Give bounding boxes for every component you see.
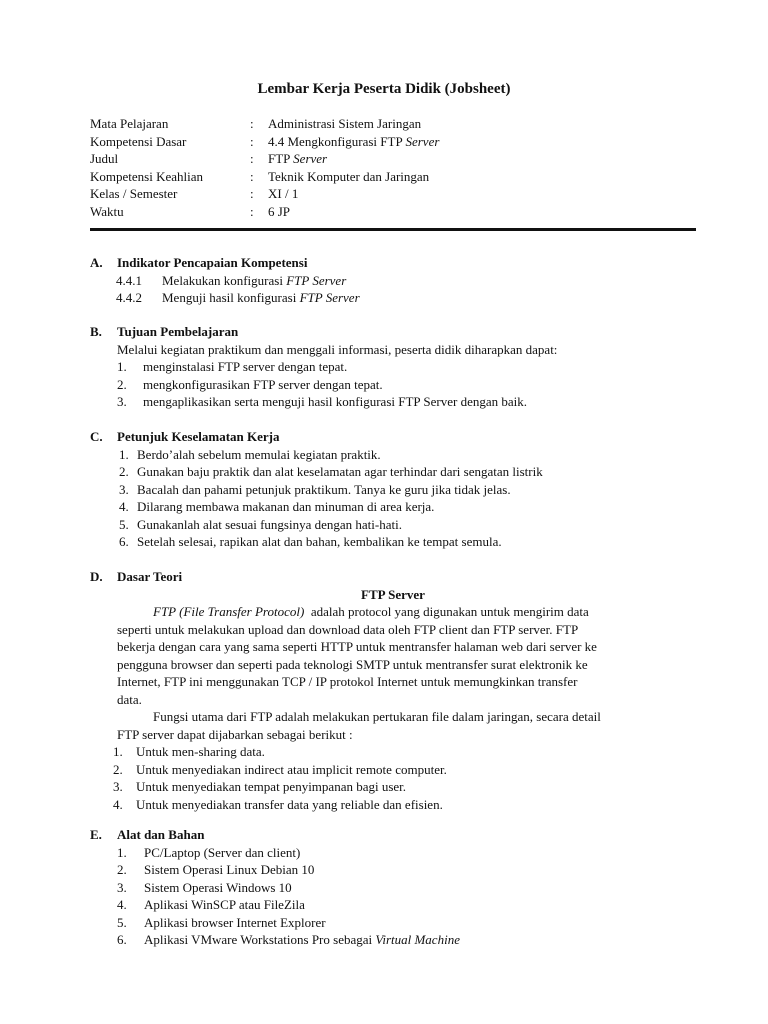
meta-key: Kompetensi Dasar — [90, 133, 187, 149]
item-text: PC/Laptop (Server dan client) — [144, 844, 301, 860]
item-text: Aplikasi browser Internet Explorer — [144, 914, 326, 930]
item-text: Setelah selesai, rapikan alat dan bahan, kembalikan ke tempat semula. — [137, 534, 502, 549]
paragraph-line — [90, 621, 696, 639]
list-item — [90, 376, 696, 394]
section-letter: B. — [90, 324, 102, 339]
paragraph-text: data. — [117, 691, 142, 707]
item-text: Untuk menyediakan indirect atau implicit remote computer. — [136, 761, 447, 777]
item-text-italic: FTP Server — [286, 272, 347, 288]
meta-value-italic: Server — [293, 151, 328, 166]
meta-separator: : — [250, 168, 254, 184]
meta-value — [268, 150, 327, 168]
meta-value — [268, 133, 439, 151]
paragraph-line — [90, 708, 696, 726]
item-number: 2. — [117, 376, 127, 392]
intro-text: Melalui kegiatan praktikum dan menggali informasi, peserta didik diharapkan dapat: — [117, 341, 558, 357]
list-item — [90, 498, 696, 516]
list-item — [90, 743, 696, 761]
list-item — [90, 446, 696, 464]
item-text: Gunakan baju praktik dan alat keselamatan agar terhindar dari sengatan listrik — [137, 464, 543, 479]
list-item — [90, 796, 696, 814]
item-number: 1. — [117, 359, 127, 374]
list-item — [90, 272, 696, 290]
item-number: 2. — [113, 761, 123, 777]
list-item — [90, 931, 696, 949]
section-letter: C. — [90, 429, 103, 444]
item-text: Untuk menyediakan tempat penyimpanan bagi user. — [136, 779, 407, 794]
list-item — [90, 463, 696, 481]
metadata-table — [90, 115, 690, 220]
list-item — [90, 896, 696, 914]
section-letter: D. — [90, 569, 103, 584]
paragraph-line — [90, 638, 696, 656]
meta-separator: : — [250, 116, 254, 131]
list-item — [90, 844, 696, 862]
paragraph-line — [90, 603, 696, 621]
item-text — [162, 289, 360, 307]
item-number: 4. — [113, 796, 123, 812]
item-text: Aplikasi WinSCP atau FileZila — [144, 897, 305, 912]
meta-value: Administrasi Sistem Jaringan — [268, 116, 422, 131]
meta-row-title — [90, 150, 690, 168]
item-text: Dilarang membawa makanan dan minuman di area kerja. — [137, 499, 435, 514]
item-text: Untuk men-sharing data. — [136, 744, 265, 759]
section-heading — [90, 568, 696, 586]
section-intro — [90, 341, 696, 359]
item-text-italic: FTP Server — [299, 290, 360, 305]
list-item — [90, 914, 696, 932]
paragraph-line — [90, 691, 696, 709]
item-text — [144, 931, 460, 949]
item-text — [162, 272, 346, 290]
section-c — [90, 428, 696, 551]
section-letter: E. — [90, 827, 102, 842]
document-title: Lembar Kerja Peserta Didik (Jobsheet) — [257, 81, 511, 97]
section-title: Petunjuk Keselamatan Kerja — [117, 429, 280, 444]
item-text: Gunakanlah alat sesuai fungsinya dengan hati-hati. — [137, 516, 402, 532]
meta-key: Judul — [90, 151, 119, 166]
list-item — [90, 358, 696, 376]
item-number: 6. — [119, 534, 129, 549]
item-number: 5. — [117, 914, 127, 930]
item-number: 4.4.1 — [116, 272, 142, 288]
paragraph-text — [153, 603, 589, 621]
item-text-plain: Aplikasi VMware Workstations Pro sebagai — [144, 932, 373, 947]
paragraph-text: Internet, FTP ini menggunakan TCP / IP protokol Internet untuk memungkinkan transfer — [117, 674, 578, 689]
meta-separator: : — [250, 186, 254, 201]
meta-value: Teknik Komputer dan Jaringan — [268, 168, 430, 184]
item-text-italic: Virtual Machine — [375, 932, 460, 947]
item-number: 1. — [119, 446, 129, 462]
paragraph-text: Fungsi utama dari FTP adalah melakukan pertukaran file dalam jaringan, secara detail — [153, 709, 601, 724]
section-b — [90, 323, 696, 411]
meta-row-competency — [90, 133, 690, 151]
item-text: Bacalah dan pahami petunjuk praktikum. Tanya ke guru jika tidak jelas. — [137, 481, 511, 497]
item-number: 6. — [117, 932, 127, 947]
meta-value-text: FTP — [268, 151, 290, 166]
item-text: Untuk menyediakan transfer data yang reliable dan efisien. — [136, 796, 443, 812]
list-item — [90, 879, 696, 897]
section-title: Alat dan Bahan — [117, 827, 205, 842]
item-text-plain: Menguji hasil konfigurasi — [162, 290, 297, 305]
section-a — [90, 254, 696, 307]
paragraph-line — [90, 673, 696, 691]
section-heading — [90, 826, 696, 844]
item-text: Berdo’alah sebelum memulai kegiatan praktik. — [137, 446, 381, 462]
paragraph-line — [90, 726, 696, 744]
item-text: mengkonfigurasikan FTP server dengan tepat. — [143, 376, 383, 392]
item-text: mengaplikasikan serta menguji hasil konfigurasi FTP Server dengan baik. — [143, 394, 528, 409]
item-text: menginstalasi FTP server dengan tepat. — [143, 359, 348, 374]
paragraph-plain: adalah protocol yang digunakan untuk mengirim data — [304, 604, 589, 619]
item-number: 2. — [119, 464, 129, 479]
list-item — [90, 761, 696, 779]
meta-value: 6 JP — [268, 203, 291, 219]
item-number: 1. — [113, 744, 123, 759]
item-text-plain: Melakukan konfigurasi — [162, 272, 283, 288]
item-number: 3. — [117, 394, 127, 409]
meta-key: Kompetensi Keahlian — [90, 168, 203, 184]
section-d — [90, 568, 696, 813]
section-letter: A. — [90, 255, 103, 270]
section-title: Tujuan Pembelajaran — [117, 324, 239, 339]
item-text: Sistem Operasi Linux Debian 10 — [144, 862, 315, 877]
list-item — [90, 533, 696, 551]
list-item — [90, 393, 696, 411]
meta-row-subject — [90, 115, 690, 133]
item-number: 2. — [117, 862, 127, 877]
theory-subtitle: FTP Server — [361, 586, 425, 602]
item-number: 3. — [113, 779, 123, 794]
item-number: 3. — [119, 481, 129, 497]
meta-row-expertise — [90, 168, 690, 186]
meta-row-time — [90, 203, 690, 221]
header-divider — [90, 228, 696, 231]
paragraph-italic: FTP (File Transfer Protocol) — [153, 604, 305, 619]
item-number: 4. — [119, 499, 129, 514]
meta-separator: : — [250, 133, 254, 149]
list-item — [90, 481, 696, 499]
meta-separator: : — [250, 151, 254, 166]
list-item — [90, 861, 696, 879]
meta-separator: : — [250, 203, 254, 219]
paragraph-text: seperti untuk melakukan upload dan download data oleh FTP client dan FTP server. FTP — [117, 621, 579, 637]
item-number: 5. — [119, 516, 129, 532]
meta-key: Mata Pelajaran — [90, 116, 169, 131]
section-heading — [90, 254, 696, 272]
item-number: 4. — [117, 897, 127, 912]
list-item — [90, 778, 696, 796]
section-title: Indikator Pencapaian Kompetensi — [117, 255, 308, 270]
section-heading — [90, 428, 696, 446]
list-item — [90, 516, 696, 534]
section-title: Dasar Teori — [117, 569, 183, 584]
item-number: 3. — [117, 879, 127, 895]
section-e — [90, 826, 696, 949]
meta-value-italic: Server — [405, 133, 440, 149]
item-text: Sistem Operasi Windows 10 — [144, 879, 292, 895]
paragraph-text: bekerja dengan cara yang sama seperti HTTP untuk mentransfer halaman web dari server ke — [117, 639, 597, 654]
paragraph-text: pengguna browser dan seperti pada teknologi SMTP untuk mentransfer surat elektronik ke — [117, 656, 588, 672]
paragraph-text: FTP server dapat dijabarkan sebagai berikut : — [117, 726, 353, 742]
meta-key: Kelas / Semester — [90, 186, 178, 201]
meta-value-text: 4.4 Mengkonfigurasi FTP — [268, 133, 403, 149]
meta-key: Waktu — [90, 203, 124, 219]
meta-row-class — [90, 185, 690, 203]
paragraph-line — [90, 656, 696, 674]
meta-value: XI / 1 — [268, 186, 299, 201]
section-heading — [90, 323, 696, 341]
item-number: 4.4.2 — [116, 290, 142, 305]
list-item — [90, 289, 696, 307]
item-number: 1. — [117, 844, 127, 860]
